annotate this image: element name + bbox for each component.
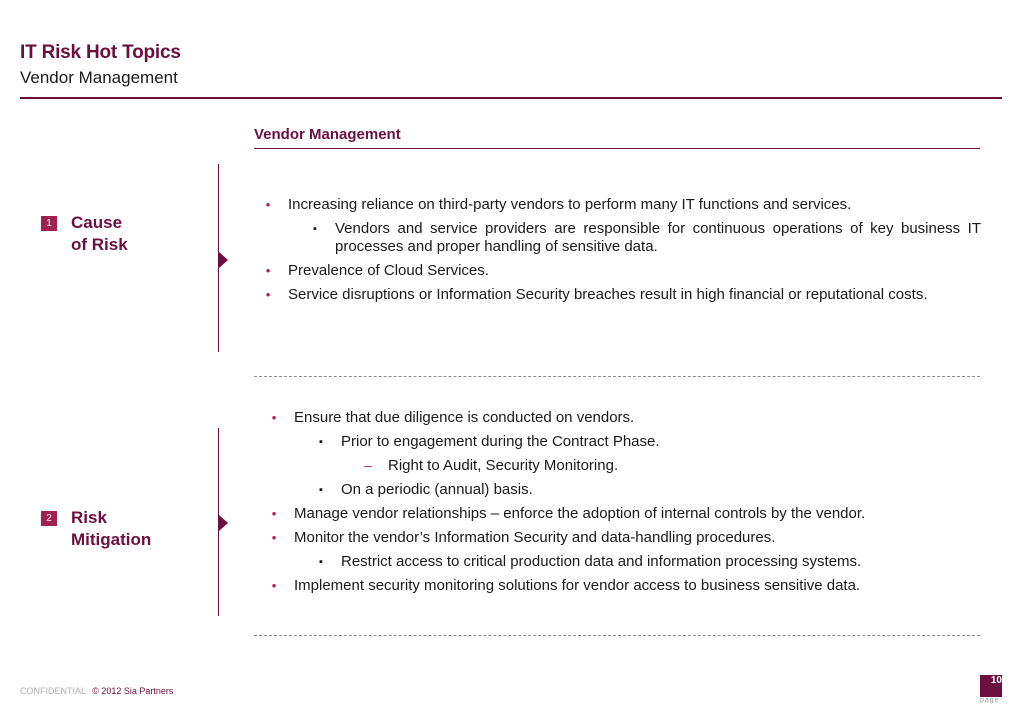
mitigation-bullet-item: • Monitor the vendor’s Information Security and data-handling procedures. [294,529,984,547]
copyright-text: © 2012 Sia Partners [92,686,174,696]
page-label: page [980,697,1000,704]
mitigation-bullet-item: ▪ Restrict access to critical production data and information processing systems. [341,553,984,571]
cause-label-line1: Cause [71,213,123,232]
section-title: Vendor Management [254,126,401,143]
arrow-right-icon [219,252,228,268]
cause-bullet-item: ▪ Vendors and service providers are responsible for continuous operations of key business IT processes and proper handling of sensitive data. [335,220,981,256]
cause-bullet-item: • Service disruptions or Information Security breaches result in high financial or reputational costs. [288,286,981,304]
mitigation-label [71,507,151,551]
page-subtitle: Vendor Management [20,68,178,87]
number-badge: 1 [41,216,57,231]
confidential-label: CONFIDENTIAL [20,686,86,696]
dashed-divider [254,376,980,377]
page-number: 10 [980,675,1002,697]
dashed-divider [254,635,980,636]
mitigation-bullet-item: ▪ Prior to engagement during the Contract Phase. [341,433,984,451]
mitigation-bullet-item: ▪ On a periodic (annual) basis. [341,481,984,499]
mitigation-bullet-list [294,409,984,601]
header-divider [20,97,1002,99]
cause-label-line2: of Risk [71,235,128,254]
mitigation-label-line1: Risk [71,508,107,527]
mitigation-bullet-item: • Ensure that due diligence is conducted on vendors. [294,409,984,427]
mitigation-bullet-item: • Implement security monitoring solutions for vendor access to business sensitive data. [294,577,984,595]
mitigation-bullet-item: • Manage vendor relationships – enforce the adoption of internal controls by the vendor. [294,505,984,523]
number-badge: 2 [41,511,57,526]
page-title: IT Risk Hot Topics [20,42,181,63]
cause-bullet-list [288,196,981,310]
cause-bullet-item: • Prevalence of Cloud Services. [288,262,981,280]
mitigation-label-line2: Mitigation [71,530,152,549]
cause-bullet-item: • Increasing reliance on third-party vendors to perform many IT functions and services. [288,196,981,214]
mitigation-bullet-item: – Right to Audit, Security Monitoring. [388,457,984,475]
cause-label [71,212,128,256]
section-divider [254,148,980,149]
footer [20,686,173,696]
arrow-right-icon [219,515,228,531]
